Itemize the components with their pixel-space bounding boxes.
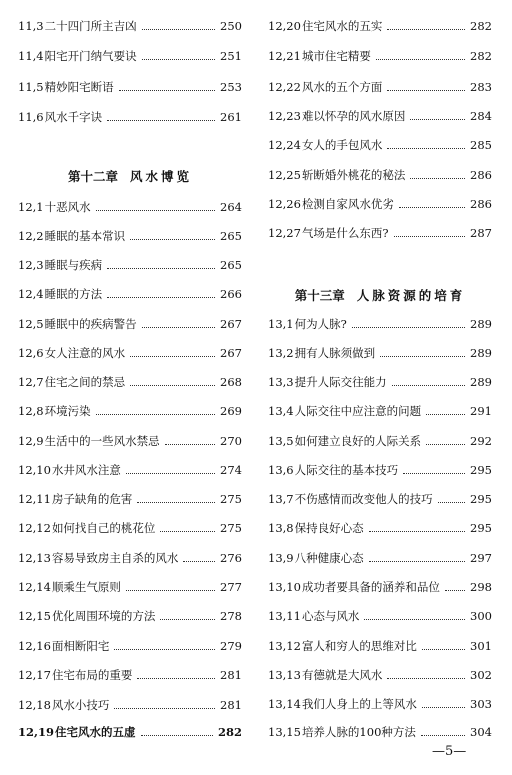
toc-entry[interactable] [268,579,492,595]
entry-title: 睡眠中的疾病警告 [44,317,137,331]
dot-leader [142,29,215,30]
dot-leader [160,531,215,532]
entry-title: 有德就是大风水 [301,668,383,682]
entry-number: 13,14 [268,697,301,711]
entry-page: 300 [470,609,492,623]
entry-title: 心态与风水 [301,609,360,623]
toc-entry[interactable] [18,316,242,332]
dot-leader [141,735,213,736]
dot-leader [352,327,465,328]
entry-title: 睡眠与疾病 [44,258,103,272]
entry-title: 住宅风水的五实 [301,19,383,33]
entry-title: 成功者要具备的涵养和品位 [301,580,440,594]
entry-title: 城市住宅精要 [301,49,371,63]
entry-page: 284 [470,109,492,123]
toc-entry[interactable] [18,345,242,361]
entry-number: 13,2 [268,346,294,360]
toc-entry[interactable] [18,403,242,419]
entry-number: 13,13 [268,668,301,682]
entry-page: 281 [220,668,242,682]
entry-title: 面相断阳宅 [51,639,110,653]
entry-number: 12,23 [268,109,301,123]
entry-title: 环境污染 [44,404,91,418]
dot-leader [130,356,215,357]
dot-leader [107,268,215,269]
toc-entry[interactable] [268,374,492,390]
dot-leader [380,356,465,357]
entry-title: 住宅布局的重要 [51,668,133,682]
entry-page: 266 [220,287,242,301]
entry-page: 275 [220,521,242,535]
entry-number: 13,4 [268,404,294,418]
entry-page: 282 [470,19,492,33]
entry-page: 251 [220,49,242,63]
entry-title: 风水千字诀 [44,110,103,124]
entry-number: 11,3 [18,19,44,33]
entry-title: 女人的手包风水 [301,138,383,152]
entry-page: 275 [220,492,242,506]
toc-entry[interactable] [18,79,242,95]
dot-leader [142,327,215,328]
entry-number: 13,9 [268,551,294,565]
entry-page: 302 [470,668,492,682]
toc-entry[interactable] [18,667,242,683]
dot-leader [426,414,465,415]
entry-title: 优化周围环境的方法 [51,609,156,623]
entry-title: 气场是什么东西? [301,226,389,240]
entry-page: 289 [470,346,492,360]
toc-entry[interactable] [268,316,492,332]
toc-entry[interactable] [18,520,242,536]
dot-leader [403,473,465,474]
toc-entry[interactable] [18,199,242,215]
dot-leader [410,119,465,120]
entry-page: 285 [470,138,492,152]
dot-leader [392,385,465,386]
entry-page: 250 [220,19,242,33]
dot-leader [387,678,465,679]
entry-number: 11,6 [18,110,44,124]
chapter-title: 风水博览 [130,169,193,184]
entry-number: 12,26 [268,197,301,211]
entry-title: 精妙阳宅断语 [44,80,114,94]
toc-entry[interactable] [268,520,492,536]
dot-leader [130,385,215,386]
dot-leader [137,502,215,503]
toc-entry[interactable] [18,228,242,244]
entry-page: 287 [470,226,492,240]
entry-page: 278 [220,609,242,623]
toc-entry[interactable] [268,491,492,507]
entry-number: 12,14 [18,580,51,594]
entry-title: 女人注意的风水 [44,346,126,360]
dot-leader [445,590,465,591]
entry-number: 12,9 [18,434,44,448]
dot-leader [107,297,215,298]
toc-entry[interactable] [18,462,242,478]
entry-page: 301 [470,639,492,653]
entry-number: 13,7 [268,492,294,506]
dot-leader [387,148,465,149]
entry-number: 12,7 [18,375,44,389]
entry-page: 264 [220,200,242,214]
entry-title: 拥有人脉须做到 [294,346,376,360]
entry-page: 269 [220,404,242,418]
entry-page: 282 [217,725,242,739]
entry-number: 12,21 [268,49,301,63]
entry-title: 风水小技巧 [51,698,110,712]
entry-page: 261 [220,110,242,124]
entry-title: 富人和穷人的思维对比 [301,639,417,653]
entry-number: 13,10 [268,580,301,594]
entry-number: 12,24 [268,138,301,152]
entry-page: 286 [470,197,492,211]
entry-number: 12,20 [268,19,301,33]
entry-title: 提升人际交往能力 [294,375,387,389]
entry-title: 难以怀孕的风水原因 [301,109,406,123]
entry-title: 人际交往中应注意的问题 [294,404,422,418]
entry-title: 何为人脉? [294,317,347,331]
toc-entry[interactable] [18,18,242,34]
chapter-title: 人脉资源的培育 [356,288,466,303]
entry-number: 13,11 [268,609,301,623]
entry-page: 291 [470,404,492,418]
entry-number: 12,2 [18,229,44,243]
dot-leader [387,90,465,91]
chapter-number: 第十二章 [67,169,118,184]
toc-entry[interactable] [18,491,242,507]
entry-title: 阳宅开门纳气要诀 [44,49,137,63]
dot-leader [421,735,465,736]
toc-entry[interactable] [268,462,492,478]
entry-number: 12,12 [18,521,51,535]
entry-page: 295 [470,492,492,506]
dot-leader [394,236,465,237]
toc-entry[interactable] [18,638,242,654]
entry-page: 295 [470,521,492,535]
dot-leader [364,619,465,620]
toc-entry[interactable] [268,108,492,124]
entry-number: 12,19 [18,725,55,739]
entry-page: 267 [220,346,242,360]
toc-entry[interactable] [268,550,492,566]
entry-page: 286 [470,168,492,182]
entry-number: 12,10 [18,463,51,477]
toc-entry[interactable] [18,286,242,302]
entry-title: 顺乘生气原则 [51,580,121,594]
dot-leader [410,178,465,179]
toc-entry[interactable] [268,345,492,361]
entry-page: 289 [470,317,492,331]
entry-number: 12,8 [18,404,44,418]
entry-page: 297 [470,551,492,565]
entry-number: 12,3 [18,258,44,272]
toc-entry[interactable] [18,109,242,125]
entry-number: 13,15 [268,725,301,739]
dot-leader [107,120,215,121]
toc-entry[interactable] [268,137,492,153]
entry-page: 283 [470,80,492,94]
entry-page: 303 [470,697,492,711]
dot-leader [142,59,215,60]
dot-leader [165,444,215,445]
toc-entry[interactable] [268,696,492,712]
entry-title: 睡眠的方法 [44,287,103,301]
entry-page: 281 [220,698,242,712]
toc-entry[interactable] [268,724,492,740]
dot-leader [387,29,465,30]
dot-leader [130,239,215,240]
toc-entry[interactable] [268,167,492,183]
entry-number: 12,1 [18,200,44,214]
chapter-heading [18,168,242,186]
entry-page: 265 [220,258,242,272]
dot-leader [126,590,215,591]
entry-page: 268 [220,375,242,389]
toc-entry[interactable] [268,433,492,449]
entry-title: 水井风水注意 [51,463,121,477]
dot-leader [126,473,215,474]
toc-entry[interactable] [268,48,492,64]
page-number: —5— [432,744,467,759]
toc-entry[interactable] [268,79,492,95]
dot-leader [160,619,215,620]
toc-entry[interactable] [18,550,242,566]
dot-leader [114,649,215,650]
entry-title: 如何建立良好的人际关系 [294,434,422,448]
entry-title: 如何找自己的桃花位 [51,521,156,535]
entry-number: 13,1 [268,317,294,331]
entry-page: 270 [220,434,242,448]
entry-title: 二十四门所主吉凶 [44,19,137,33]
entry-number: 12,18 [18,698,51,712]
entry-page: 253 [220,80,242,94]
entry-number: 12,13 [18,551,51,565]
entry-page: 282 [470,49,492,63]
entry-title: 培养人脉的100种方法 [301,725,416,739]
entry-page: 292 [470,434,492,448]
dot-leader [369,531,465,532]
entry-title: 八种健康心态 [294,551,364,565]
dot-leader [119,90,215,91]
entry-page: 304 [470,725,492,739]
entry-title: 住宅之间的禁忌 [44,375,126,389]
entry-number: 12,5 [18,317,44,331]
dot-leader [369,561,465,562]
toc-entry[interactable] [18,697,242,713]
dot-leader [426,444,465,445]
entry-number: 13,3 [268,375,294,389]
entry-number: 11,4 [18,49,44,63]
entry-title: 房子缺角的危害 [51,492,133,506]
toc-entry[interactable] [18,579,242,595]
chapter-heading [268,287,492,305]
toc-entry[interactable] [18,608,242,624]
entry-page: 277 [220,580,242,594]
entry-number: 11,5 [18,80,44,94]
dot-leader [399,207,465,208]
entry-title: 不伤感情而改变他人的技巧 [294,492,433,506]
entry-page: 265 [220,229,242,243]
entry-title: 睡眠的基本常识 [44,229,126,243]
toc-entry[interactable] [18,433,242,449]
entry-number: 12,6 [18,346,44,360]
entry-title: 容易导致房主自杀的风水 [51,551,179,565]
entry-number: 12,11 [18,492,51,506]
toc-entry[interactable] [18,48,242,64]
entry-number: 12,4 [18,287,44,301]
chapter-number: 第十三章 [294,288,345,303]
entry-number: 12,16 [18,639,51,653]
entry-page: 276 [220,551,242,565]
entry-number: 12,22 [268,80,301,94]
toc-entry[interactable] [268,638,492,654]
toc-entry[interactable] [268,608,492,624]
dot-leader [137,678,215,679]
entry-page: 274 [220,463,242,477]
dot-leader [438,502,465,503]
toc-entry-highlighted[interactable] [18,724,242,740]
dot-leader [96,414,215,415]
entry-number: 13,8 [268,521,294,535]
entry-number: 13,12 [268,639,301,653]
entry-title: 保持良好心态 [294,521,364,535]
entry-number: 12,15 [18,609,51,623]
entry-page: 267 [220,317,242,331]
toc-entry[interactable] [268,18,492,34]
dot-leader [183,561,215,562]
toc-entry[interactable] [18,257,242,273]
entry-number: 13,5 [268,434,294,448]
entry-number: 12,27 [268,226,301,240]
toc-entry[interactable] [268,667,492,683]
toc-entry[interactable] [268,196,492,212]
entry-number: 12,17 [18,668,51,682]
dot-leader [422,649,465,650]
toc-entry[interactable] [268,403,492,419]
entry-title: 十恶风水 [44,200,91,214]
dot-leader [114,708,215,709]
entry-title: 风水的五个方面 [301,80,383,94]
dot-leader [376,59,465,60]
dot-leader [422,707,465,708]
entry-number: 12,25 [268,168,301,182]
entry-page: 295 [470,463,492,477]
entry-title: 住宅风水的五虚 [55,725,136,739]
dot-leader [96,210,215,211]
entry-title: 斩断婚外桃花的秘法 [301,168,406,182]
toc-entry[interactable] [18,374,242,390]
entry-page: 289 [470,375,492,389]
entry-title: 检测自家风水优劣 [301,197,394,211]
entry-page: 298 [470,580,492,594]
entry-title: 我们人身上的上等风水 [301,697,417,711]
entry-title: 人际交往的基本技巧 [294,463,399,477]
entry-title: 生活中的一些风水禁忌 [44,434,160,448]
entry-page: 279 [220,639,242,653]
toc-entry[interactable] [268,225,492,241]
entry-number: 13,6 [268,463,294,477]
